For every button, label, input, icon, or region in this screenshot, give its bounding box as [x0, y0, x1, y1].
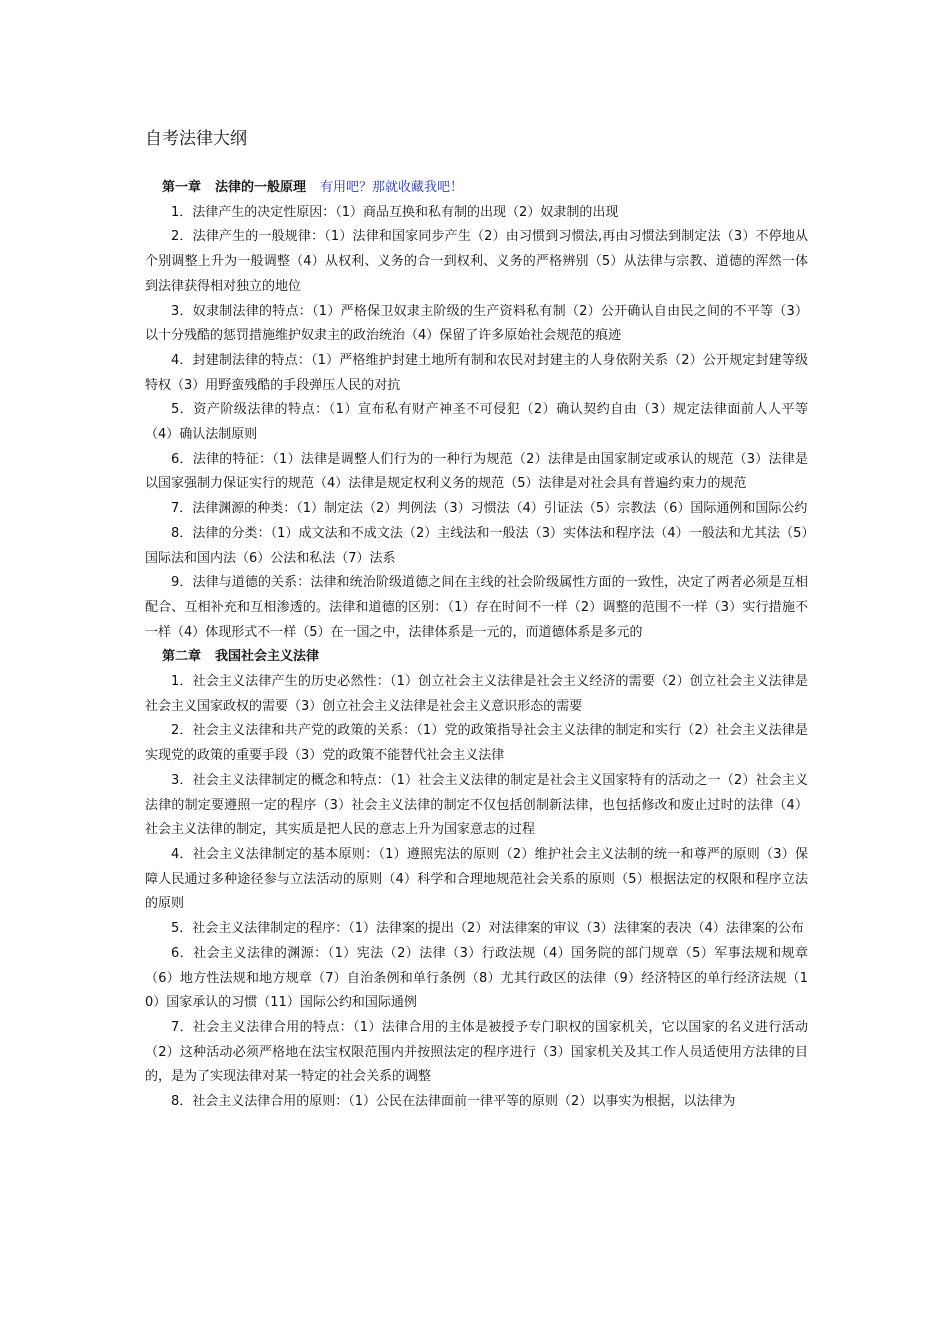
paragraph: 2．法律产生的一般规律：（1）法律和国家同步产生（2）由习惯到习惯法,再由习惯法到制定法（3）不停地从个别调整上升为一般调整（4）从权利、义务的合一到权利、义务的严格辨别（5）从法律与宗教、道德的浑然一体到法律获得相对独立的地位 — [145, 229, 808, 294]
paragraph: 6．社会主义法律的渊源：（1）宪法（2）法律（3）行政法规（4）国务院的部门规章（5）军事法规和规章（6）地方性法规和地方规章（7）自治条例和单行条例（8）尤其行政区的法律（9）经济特区的单行经济法规（10）国家承认的习惯（11）国际公约和国际通例 — [145, 945, 808, 1011]
paragraph: 2．社会主义法律和共产党的政策的关系：（1）党的政策指导社会主义法律的制定和实行（2）社会主义法律是实现党的政策的重要手段（3）党的政策不能替代社会主义法律 — [145, 723, 808, 764]
paragraph: 9．法律与道德的关系：法律和统治阶级道德之间在主线的社会阶级属性方面的一致性，决定了两者必须是互相配合、互相补充和互相渗透的。法律和道德的区别：（1）存在时间不一样（2）调整的范围不一样（3）实行措施不一样（4）体现形式不一样（5）在一国之中，法律体系是一元的，而道德体系是多元的 — [145, 575, 808, 640]
chapter-heading — [145, 645, 808, 670]
paragraph: 7．法律渊源的种类：（1）制定法（2）判例法（3）习惯法（4）引证法（5）宗教法（6）国际通例和国际公约 — [171, 501, 808, 517]
paragraph: 8．法律的分类：（1）成文法和不成文法（2）主线法和一般法（3）实体法和程序法（4）一般法和尤其法（5）国际法和国内法（6）公法和私法（7）法系 — [145, 525, 808, 566]
paragraph: 3．社会主义法律制定的概念和特点：（1）社会主义法律的制定是社会主义国家特有的活动之一（2）社会主义法律的制定要遵照一定的程序（3）社会主义法律的制定不仅包括创制新法律，也包括修改和废止过时的法律（4）社会主义法律的制定，其实质是把人民的意志上升为国家意志的过程 — [145, 772, 808, 838]
chapter-number: 第一章 — [162, 180, 202, 195]
chapter-title: 我国社会主义法律 — [215, 649, 320, 665]
paragraph: 4．社会主义法律制定的基本原则：（1）遵照宪法的原则（2）维护社会主义法制的统一和尊严的原则（3）保障人民通过多种途径参与立法活动的原则（4）科学和合理地规范社会关系的原则（5）根据法定的权限和程序立法的原则 — [145, 846, 808, 912]
paragraph: 1．社会主义法律产生的历史必然性：（1）创立社会主义法律是社会主义经济的需要（2）创立社会主义法律是社会主义国家政权的需要（3）创立社会主义法律是社会主义意识形态的需要 — [145, 674, 808, 714]
document-title: 自考法律大纲 — [145, 129, 247, 149]
chapter-number: 第二章 — [162, 649, 202, 665]
paragraph: 7．社会主义法律合用的特点：（1）法律合用的主体是被授予专门职权的国家机关，它以国家的名义进行活动（2）这种活动必须严格地在法宝权限范围内并按照法定的程序进行（3）国家机关及其工作人员适使用方法律的目的，是为了实现法律对某一特定的社会关系的调整 — [145, 1019, 808, 1085]
paragraph: 8．社会主义法律合用的原则：（1）公民在法律面前一律平等的原则（2）以事实为根据，以法律为 — [171, 1094, 736, 1110]
paragraph: 5．社会主义法律制定的程序：（1）法律案的提出（2）对法律案的审议（3）法律案的表决（4）法律案的公布 — [171, 921, 804, 937]
paragraph: 4．封建制法律的特点：（1）严格维护封建土地所有制和农民对封建主的人身依附关系（2）公开规定封建等级特权（3）用野蛮残酷的手段弹压人民的对抗 — [145, 352, 808, 393]
paragraph: 1．法律产生的决定性原因：（1）商品互换和私有制的出现（2）奴隶制的出现 — [171, 204, 619, 220]
paragraph: 3．奴隶制法律的特点：（1）严格保卫奴隶主阶级的生产资料私有制（2）公开确认自由民之间的不平等（3）以十分残酷的惩罚措施维护奴隶主的政治统治（4）保留了许多原始社会规范的痕迹 — [145, 303, 808, 344]
chapter-title: 法律的一般原理 — [215, 180, 307, 195]
chapter-heading — [145, 176, 808, 201]
paragraph: 5．资产阶级法律的特点：（1）宣布私有财产神圣不可侵犯（2）确认契约自由（3）规定法律面前人人平等（4）确认法制原则 — [145, 402, 808, 443]
paragraph: 6．法律的特征：（1）法律是调整人们行为的一种行为规范（2）法律是由国家制定或承认的规范（3）法律是以国家强制力保证实行的规范（4）法律是规定权利义务的规范（5）法律是对社会具有普遍约束力的规范 — [145, 451, 808, 492]
document-body — [145, 176, 808, 1115]
promo-text: 有用吧？那就收藏我吧！ — [320, 180, 464, 195]
